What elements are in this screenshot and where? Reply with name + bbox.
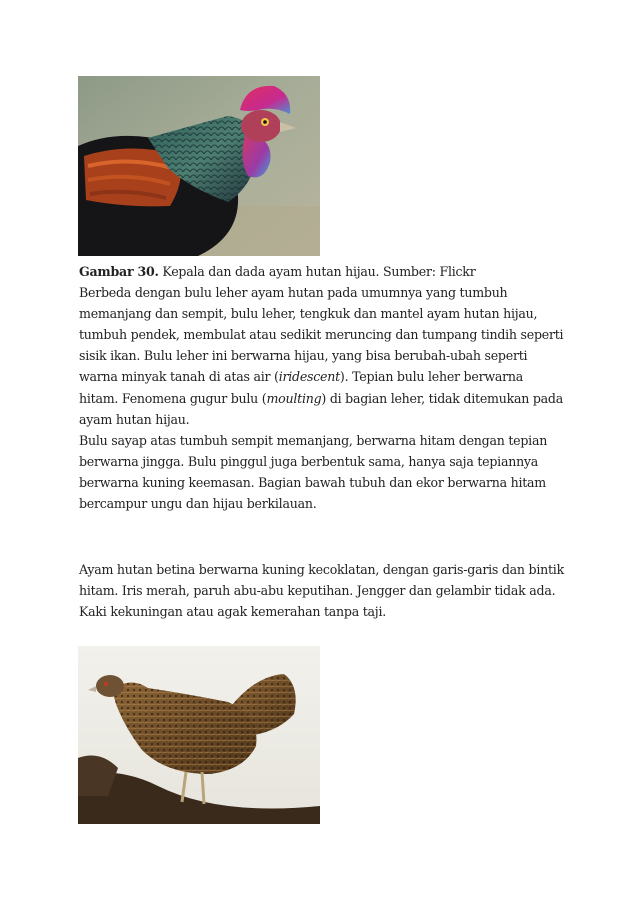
female-junglefowl-illustration	[78, 646, 320, 824]
paragraph-1-text-b: ). Tepian bulu leher berwarna hitam. Fenomena gugur bulu (	[79, 369, 524, 406]
term-moulting: moulting	[266, 390, 322, 406]
paragraph-female-description: Ayam hutan betina berwarna kuning kecoklatan, dengan garis-garis dan bintik hitam. Iris merah, paruh abu-abu keputihan. Jengger dan gelambir tidak ada. Kaki kekuningan atau agak kemerahan tanpa taji.	[79, 562, 564, 620]
figure-caption-text: Kepala dan dada ayam hutan hijau. Sumber: Flickr	[158, 264, 476, 279]
paragraph-1-text-a: Berbeda dengan bulu leher ayam hutan pada umumnya yang tumbuh memanjang dan sempit, bulu leher, tengkuk dan mantel ayam hutan hijau, tumbuh pendek, membulat atau sedikit meruncing dan tumpang tindih seperti sisik ikan. Bulu leher ini berwarna hijau, yang bisa berubah-ubah seperti warna minyak tanah di atas air (	[79, 285, 564, 385]
text-block-1	[79, 261, 564, 514]
text-block-2	[79, 559, 564, 622]
figure-caption	[79, 261, 564, 282]
male-junglefowl-illustration	[78, 76, 320, 256]
paragraph-neck-feathers	[79, 282, 564, 430]
photo-male-junglefowl	[78, 76, 320, 256]
figure-label: Gambar 30.	[79, 264, 159, 279]
photo-female-junglefowl	[78, 646, 320, 824]
paragraph-1-text-c: ) di bagian leher, tidak ditemukan pada ayam hutan hijau.	[79, 390, 563, 427]
term-iridescent: iridescent	[278, 369, 340, 385]
paragraph-wing-feathers: Bulu sayap atas tumbuh sempit memanjang, berwarna hitam dengan tepian berwarna jingga. Bulu pinggul juga berbentuk sama, hanya saja tepiannya berwarna kuning keemasan. Bagian bawah tubuh dan ekor berwarna hitam bercampur ungu dan hijau berkilauan.	[79, 432, 548, 512]
